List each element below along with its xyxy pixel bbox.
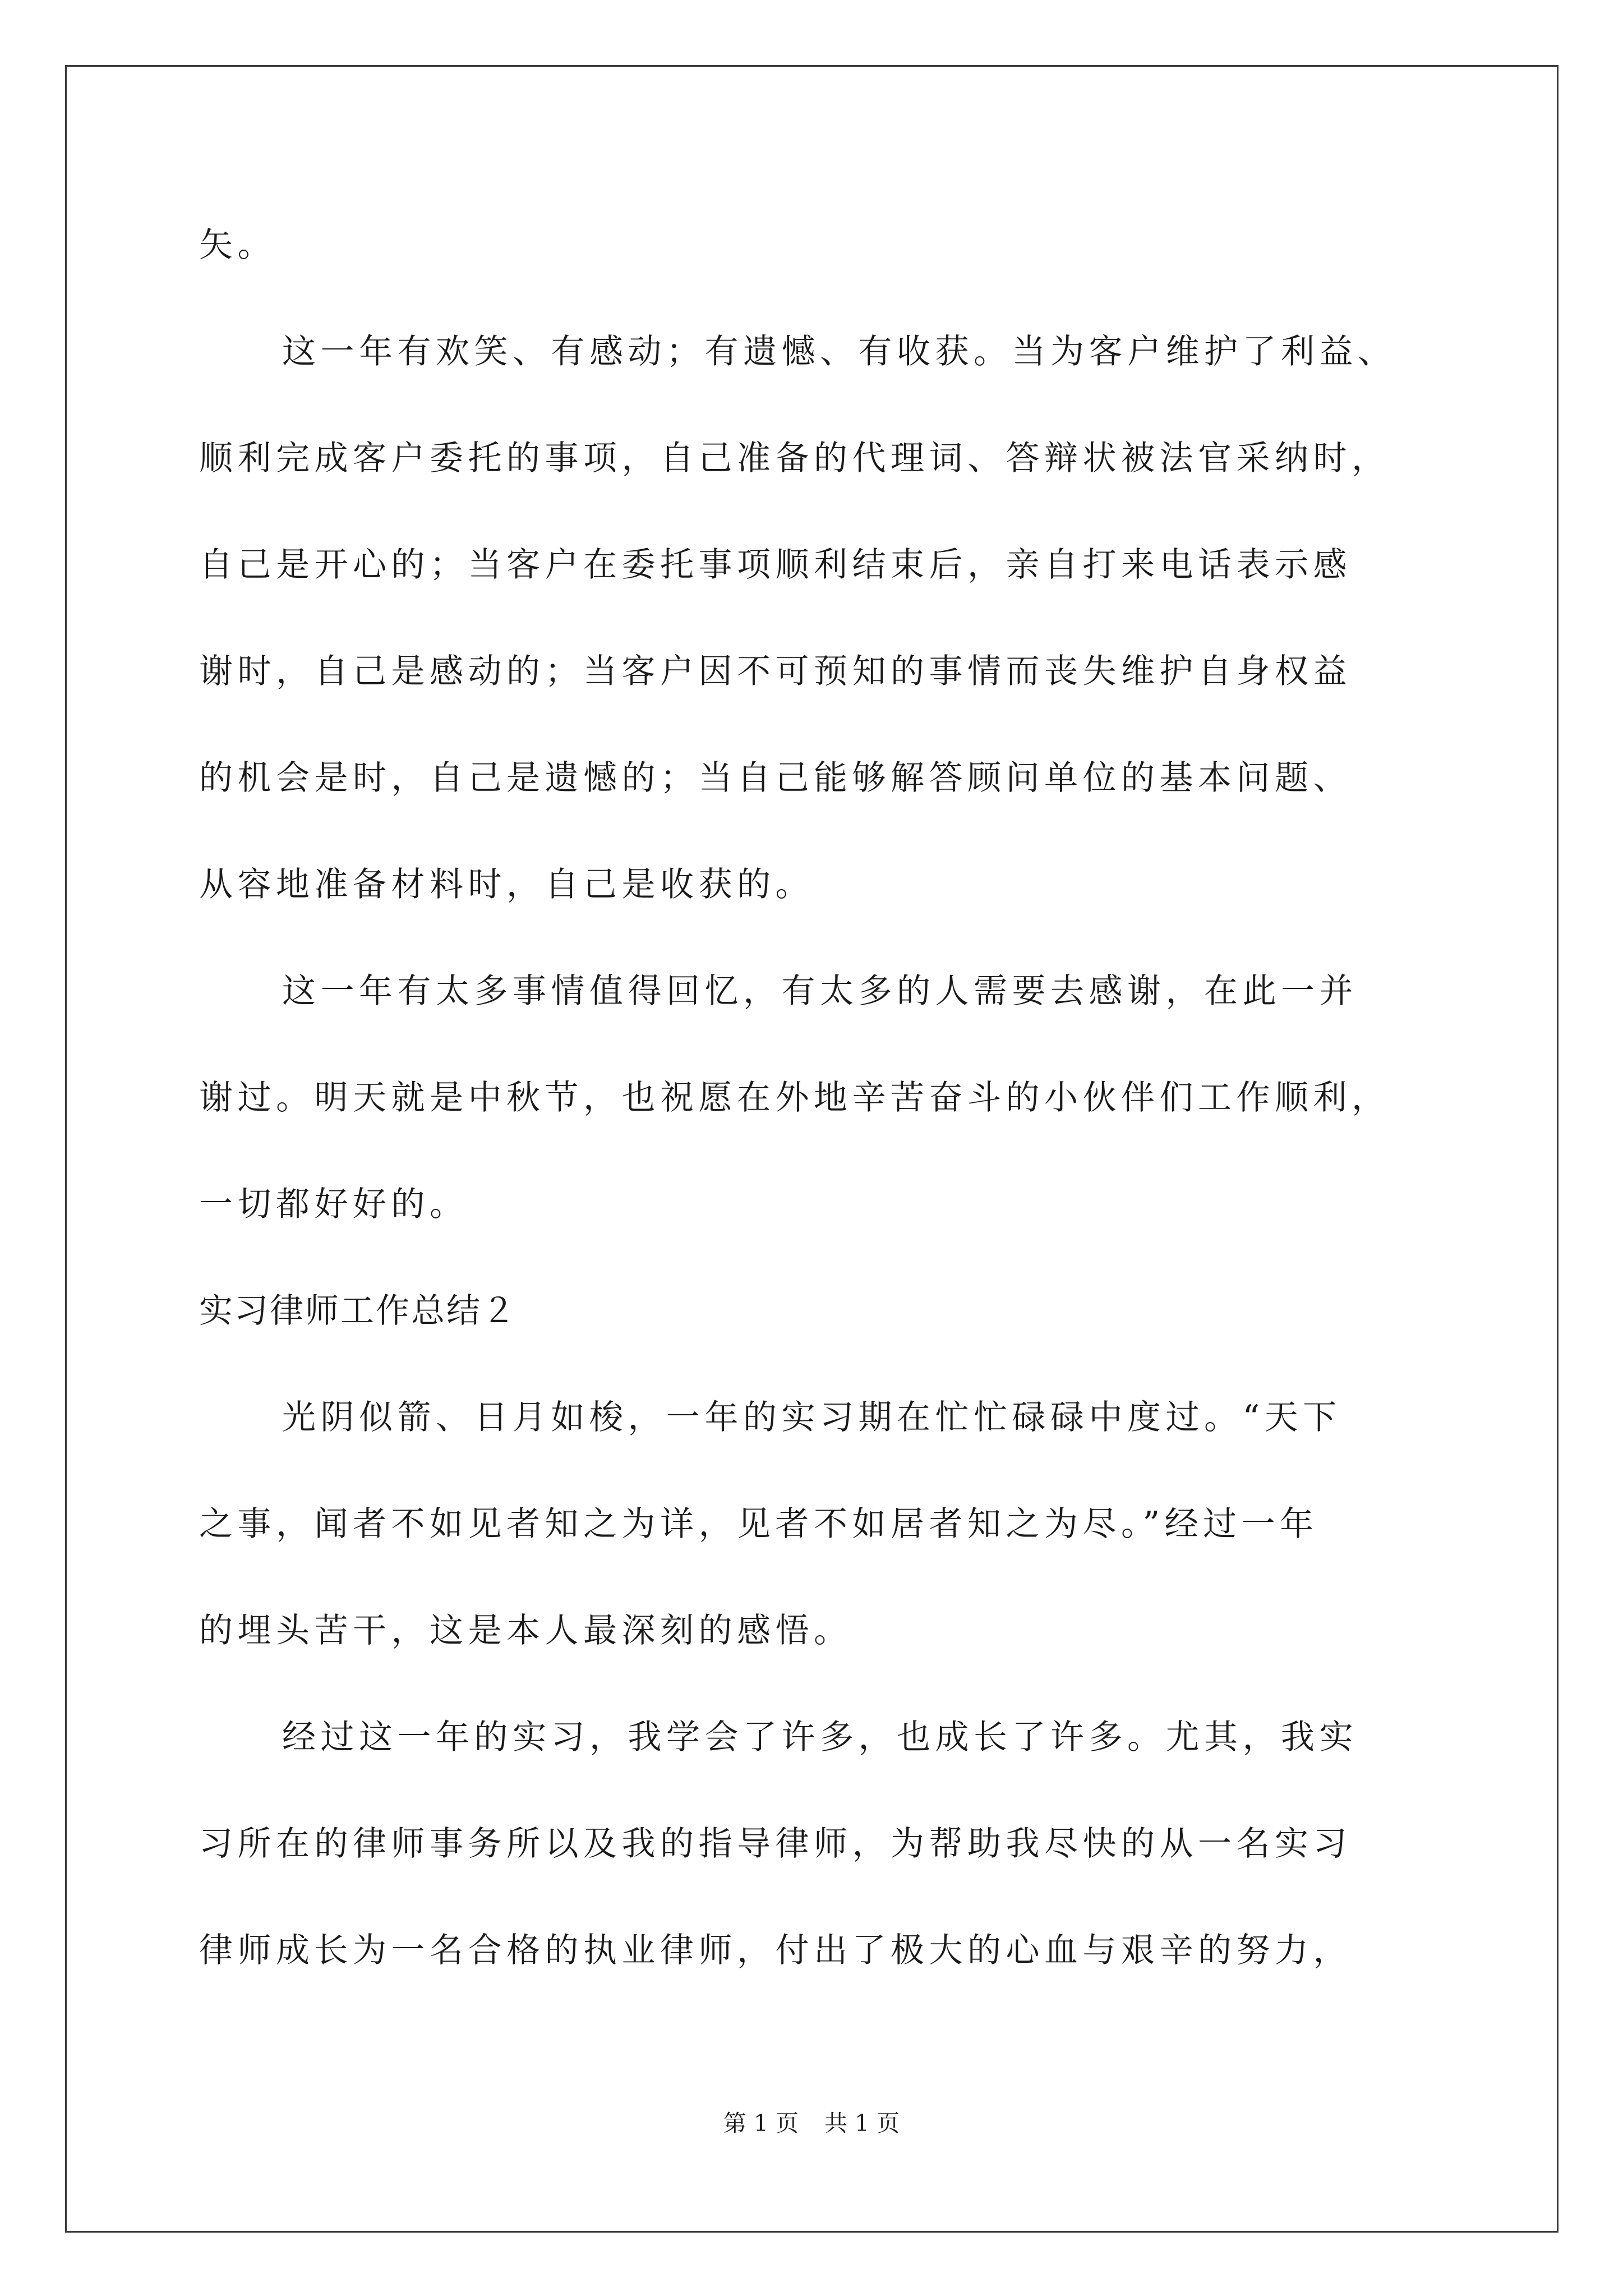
text-line: 从容地准备材料时，自己是收获的。 bbox=[199, 865, 814, 904]
text-line: 之事，闻者不如见者知之为详，见者不如居者知之为尽。”经过一年 bbox=[199, 1504, 1318, 1544]
text-line: 这一年有太多事情值得回忆，有太多的人需要去感谢，在此一并 bbox=[282, 972, 1358, 1011]
text-line: 自己是开心的；当客户在委托事项顺利结束后，亲自打来电话表示感 bbox=[199, 545, 1352, 585]
section-heading: 实习律师工作总结２ bbox=[199, 1291, 517, 1331]
text-line: 矢。 bbox=[199, 226, 276, 265]
text-line: 一切都好好的。 bbox=[199, 1185, 468, 1224]
page-footer bbox=[0, 2106, 1623, 2140]
text-line: 这一年有欢笑、有感动；有遗憾、有收获。当为客户维护了利益、 bbox=[282, 332, 1396, 371]
page-number: 第 1 页 bbox=[723, 2110, 799, 2137]
text-line: 习所在的律师事务所以及我的指导律师，为帮助我尽快的从一名实习 bbox=[199, 1824, 1352, 1864]
text-line: 谢过。明天就是中秋节，也祝愿在外地辛苦奋斗的小伙伴们工作顺利， bbox=[199, 1078, 1390, 1117]
text-line: 经过这一年的实习，我学会了许多，也成长了许多。尤其，我实 bbox=[282, 1718, 1358, 1757]
text-line: 律师成长为一名合格的执业律师，付出了极大的心血与艰辛的努力， bbox=[199, 1931, 1352, 1970]
text-line: 谢时，自己是感动的；当客户因不可预知的事情而丧失维护自身权益 bbox=[199, 652, 1352, 691]
text-line: 光阴似箭、日月如梭，一年的实习期在忙忙碌碌中度过。“天下 bbox=[282, 1398, 1341, 1437]
text-line: 的埋头苦干，这是本人最深刻的感悟。 bbox=[199, 1611, 852, 1650]
text-line: 顺利完成客户委托的事项，自己准备的代理词、答辩状被法官采纳时， bbox=[199, 439, 1390, 478]
document-body bbox=[199, 192, 1433, 2004]
text-line: 的机会是时，自己是遗憾的；当自己能够解答顾问单位的基本问题、 bbox=[199, 758, 1352, 798]
page-total: 共 1 页 bbox=[824, 2110, 900, 2137]
